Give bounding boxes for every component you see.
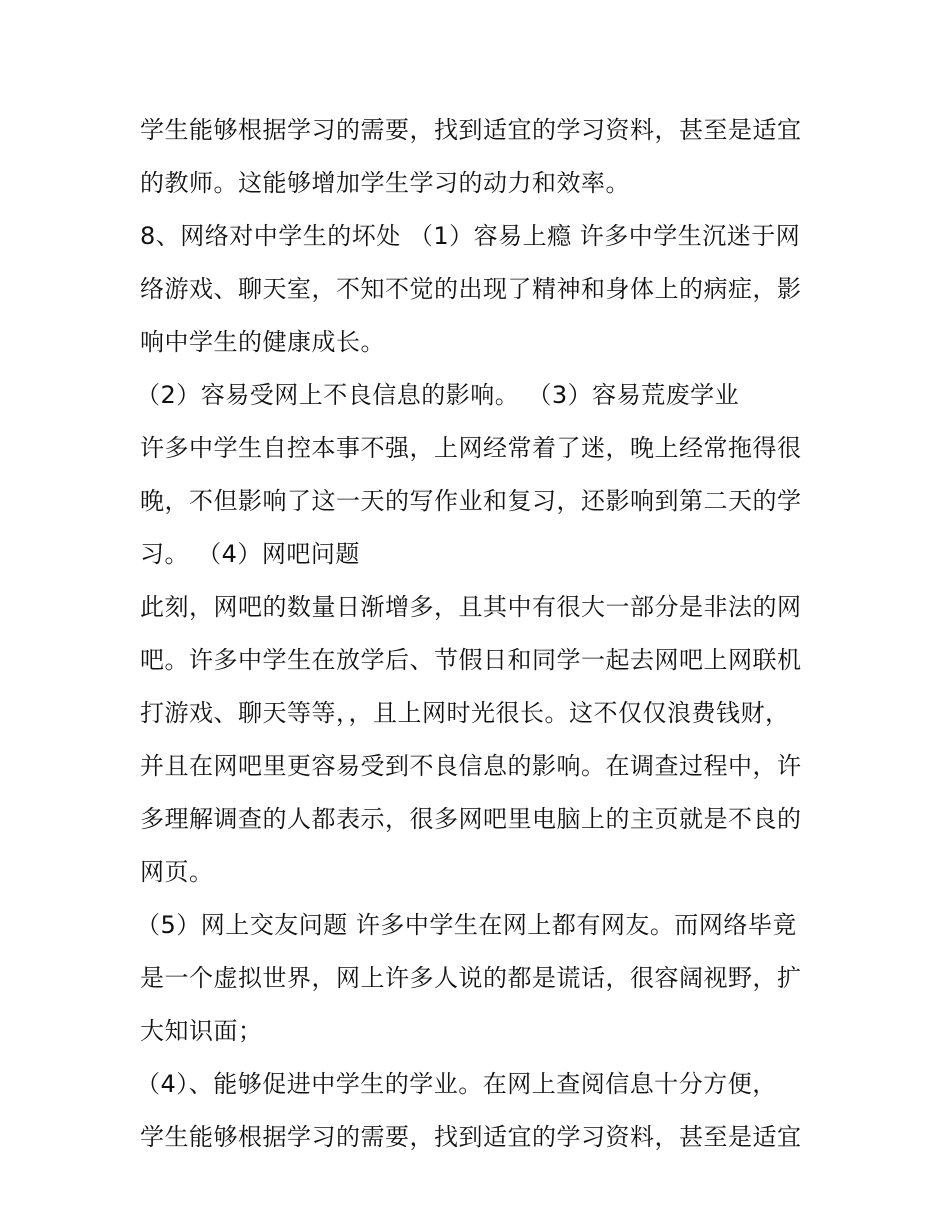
text-line: 学生能够根据学习的需要，找到适宜的学习资料，甚至是适宜 — [140, 1123, 802, 1151]
text-line: 大知识面； — [140, 1017, 263, 1045]
text-line: 打游戏、聊天等等，，且上网时光很长。这不仅仅浪费钱财， — [140, 699, 790, 727]
text-line: （2）容易受网上不良信息的影响。 （3）容易荒废学业 — [136, 381, 740, 409]
text-line: （4）、能够促进中学生的学业。在网上查阅信息十分方便， — [136, 1070, 777, 1098]
body-text — [136, 104, 820, 1164]
text-line: （5）网上交友问题 许多中学生在网上都有网友。而网络毕竟 — [136, 911, 797, 939]
text-line: 习。 （4）网吧问题 — [140, 540, 360, 568]
text-line: 多理解调查的人都表示，很多网吧里电脑上的主页就是不良的 — [140, 805, 802, 833]
text-line: 响中学生的健康成长。 — [140, 328, 385, 356]
text-line: 的教师。这能够增加学生学习的动力和效率。 — [140, 169, 630, 197]
text-line: 络游戏、聊天室，不知不觉的出现了精神和身体上的病症，影 — [140, 275, 802, 303]
text-line: 学生能够根据学习的需要，找到适宜的学习资料，甚至是适宜 — [140, 116, 802, 144]
text-line: 8、网络对中学生的坏处 （1）容易上瘾 许多中学生沉迷于网 — [140, 222, 801, 250]
text-line: 是一个虚拟世界，网上许多人说的都是谎话，很容阔视野，扩 — [140, 964, 802, 992]
text-line: 晚，不但影响了这一天的写作业和复习，还影响到第二天的学 — [140, 487, 802, 515]
text-line: 此刻，网吧的数量日渐增多，且其中有很大一部分是非法的网 — [140, 593, 802, 621]
text-line: 许多中学生自控本事不强，上网经常着了迷，晚上经常拖得很 — [140, 434, 802, 462]
text-line: 吧。许多中学生在放学后、节假日和同学一起去网吧上网联机 — [140, 646, 802, 674]
text-line: 网页。 — [140, 858, 214, 886]
text-line: 并且在网吧里更容易受到不良信息的影响。在调查过程中，许 — [140, 752, 802, 780]
